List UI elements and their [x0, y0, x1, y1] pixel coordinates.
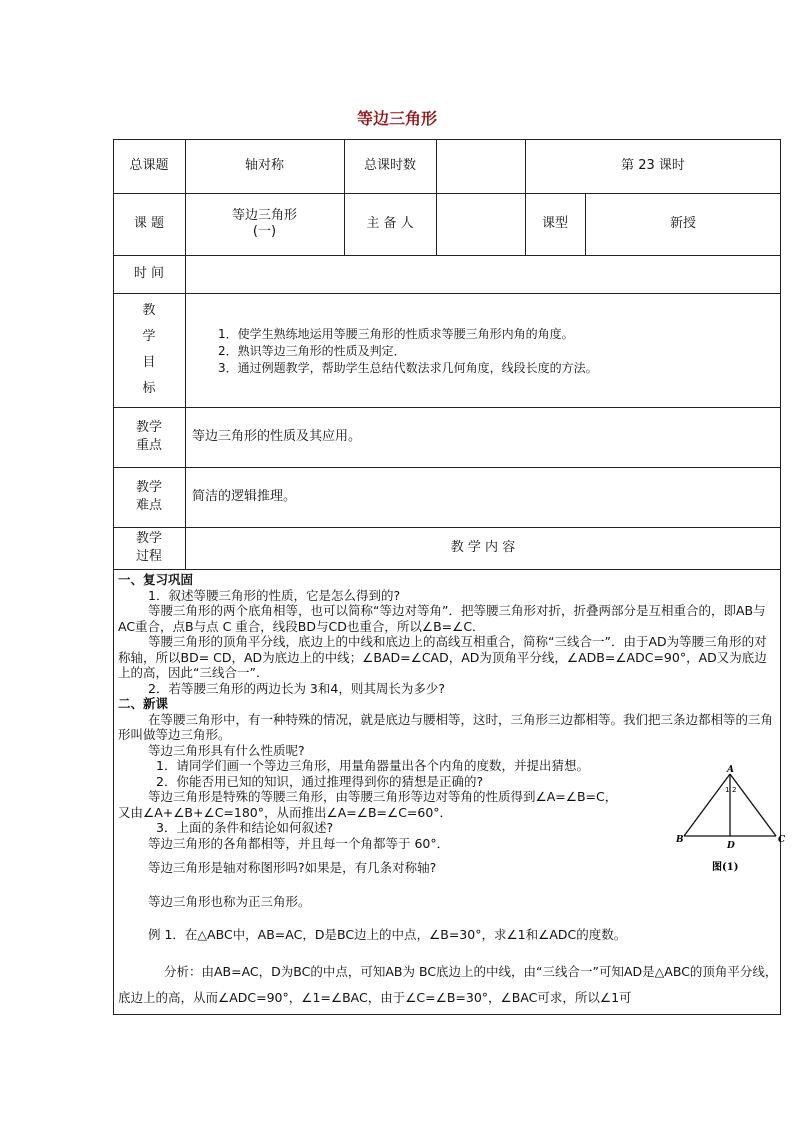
total-hours-value [436, 139, 525, 193]
objectives-label-char: 标 [142, 381, 156, 396]
objectives-label-char: 教 [142, 303, 156, 318]
content-paragraph: 等边三角形是轴对称图形吗?如果是，有几条对称轴? [148, 860, 437, 875]
total-topic-value: 轴对称 [244, 158, 284, 173]
key-points-label-1: 教学 [135, 420, 162, 435]
difficulty-label-2: 难点 [135, 498, 162, 513]
objective-item: 3．通过例题教学，帮助学生总结代数法求几何角度，线段长度的方法。 [218, 361, 598, 375]
content-paragraph: 等边三角形是特殊的等腰三角形，由等腰三角形等边对等角的性质得到∠A=∠B=C， [148, 789, 618, 804]
objectives-list [218, 326, 598, 377]
angle-1-label: 1 [725, 786, 730, 794]
key-points-value: 等边三角形的性质及其应用。 [192, 429, 362, 444]
content-paragraph: 二、新课 [118, 696, 169, 711]
content-paragraph: 等腰三角形的顶角平分线，底边上的中线和底边上的高线互相重合，简称“三线合一”．由于AD为等腰三角形的对称轴，所以BD= CD，AD为底边上的中线；∠BAD=∠CAD，AD为顶角平分线，∠ADB=∠ADC=90°，AD又为底边上的高，因此“三线合一”． [118, 634, 767, 680]
content-paragraph: 分析：由AB=AC，D为BC的中点，可知AB为 BC底边上的中线，由“三线合一”可知AD是△ABC的顶角平分线，底边上的高，从而∠ADC=90°，∠1=∠BAC，由于∠C=∠B=30°，∠BAC可求，所以∠1可 [118, 963, 778, 1005]
angle-2-label: 2 [732, 786, 737, 794]
label-d: D [727, 841, 735, 851]
time-value [185, 255, 781, 293]
content-paragraph: 在等腰三角形中，有一种特殊的情况，就是底边与腰相等，这时，三角形三边都相等。我们把三条边都相等的三角形叫做等边三角形。 [118, 711, 774, 742]
content-paragraph: 等边三角形也称为正三角形。 [148, 893, 311, 909]
side-ab [684, 774, 730, 836]
total-hours-label: 总课时数 [363, 158, 416, 173]
topic-value [185, 193, 344, 255]
content-paragraph: 一、复习巩固 [118, 572, 194, 587]
label-c: C [778, 835, 786, 845]
difficulty-value: 简洁的逻辑推理。 [192, 489, 297, 504]
key-points-label-2: 重点 [135, 438, 162, 453]
topic-label: 课 题 [133, 216, 165, 231]
triangle-figure [672, 764, 788, 876]
content-paragraph: 1．叙述等腰三角形的性质，它是怎么得到的? [148, 587, 401, 603]
difficulty-label-1: 教学 [135, 480, 162, 495]
content-paragraph: 等边三角形的各角都相等，并且每一个角都等于 60°． [148, 835, 450, 851]
objective-item: 1．使学生熟练地运用等腰三角形的性质求等腰三角形内角的角度。 [218, 327, 574, 341]
lesson-number: 第 23 课时 [621, 158, 685, 173]
content-paragraph: 1．请同学们画一个等边三角形，用量角器量出各个内角的度数，并提出猜想。 [156, 758, 589, 773]
process-label-2: 过程 [135, 549, 162, 564]
objectives-label [113, 293, 185, 407]
type-value: 新授 [669, 216, 696, 231]
objective-item: 2．熟识等边三角形的性质及判定． [218, 344, 406, 358]
content-paragraph: 3．上面的条件和结论如何叙述? [156, 820, 334, 835]
content-paragraph: 例 1．在△ABC中，AB=AC，D是BC边上的中点，∠B=30°，求∠1和∠ADC的度数。 [148, 927, 627, 942]
topic-value-line-2: (一) [252, 224, 277, 239]
content-header: 教 学 内 容 [450, 540, 516, 555]
type-label: 课型 [541, 216, 568, 231]
objectives-label-char: 目 [142, 355, 156, 370]
preparer-label: 主 备 人 [366, 216, 414, 231]
figure-caption: 图(1) [712, 862, 739, 873]
label-b: B [676, 835, 684, 845]
difficulty-label [113, 467, 185, 527]
content-paragraph: 2．你能否用已知的知识，通过推理得到你的猜想是正确的? [156, 773, 484, 789]
process-label [113, 527, 185, 569]
total-topic-label: 总课题 [129, 158, 169, 173]
objectives-label-char: 学 [142, 329, 156, 344]
time-label: 时 间 [133, 266, 165, 281]
content-paragraph: 等边三角形具有什么性质呢? [148, 742, 305, 758]
key-points-label [113, 407, 185, 467]
side-ac [730, 774, 776, 836]
label-a: A [727, 765, 734, 775]
topic-value-line-1: 等边三角形 [231, 208, 297, 223]
preparer-value [436, 193, 525, 255]
page-title: 等边三角形 [356, 109, 437, 128]
content-paragraph: 等腰三角形的两个底角相等，也可以简称“等边对等角”．把等腰三角形对折，折叠两部分是互相重合的，即AB与AC重合，点B与点 C 重合，线段BD与CD也重合，所以∠B=∠C． [118, 603, 766, 634]
content-paragraph: 又由∠A+∠B+∠C=180°，从而推出∠A=∠B=∠C=60°． [118, 804, 453, 820]
content-paragraph: 2．若等腰三角形的两边长为 3和4，则其周长为多少? [148, 680, 445, 696]
process-label-1: 教学 [135, 531, 162, 546]
